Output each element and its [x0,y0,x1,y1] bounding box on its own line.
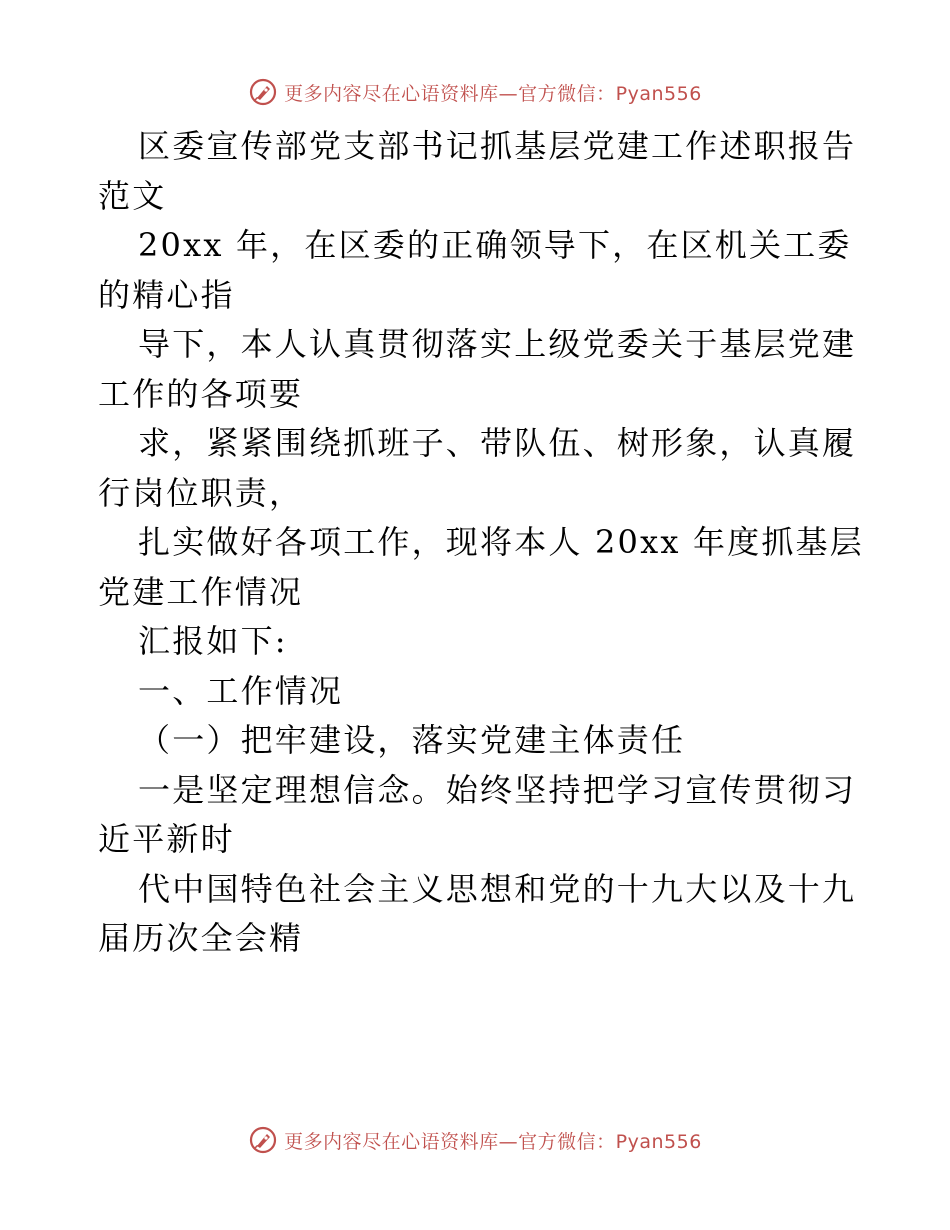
paragraph-line: 近平新时 [98,820,235,858]
paragraph-line: 的精心指 [98,275,235,314]
subsection-heading: （一）把牢建设，落实党建主体责任 [138,721,686,759]
document-title-line-1: 区委宣传部党支部书记抓基层党建工作述职报告 [138,127,857,165]
pen-nib-logo-icon [248,1125,278,1155]
paragraph-line: 20xx 年，在区委的正确领导下，在区机关工委 [138,226,852,264]
header-banner [0,72,950,112]
document-title-line-2: 范文 [98,176,167,215]
paragraph-line: 党建工作情况 [98,572,304,611]
paragraph-line: 届历次全会精 [98,919,304,957]
paragraph-line: 汇报如下: [138,622,288,660]
document-body [98,122,864,964]
pen-nib-logo-icon [248,77,278,107]
footer-banner [0,1120,950,1160]
paragraph-line: 求，紧紧围绕抓班子、带队伍、树形象，认真履 [138,424,857,462]
section-heading: 一、工作情况 [138,671,344,710]
header-banner-text: 更多内容尽在心语资料库—官方微信：Pyan556 [284,82,702,105]
paragraph-line: 工作的各项要 [98,374,304,413]
paragraph-line: 代中国特色社会主义思想和党的十九大以及十九 [138,869,857,908]
paragraph-line: 扎实做好各项工作，现将本人 20xx 年度抓基层 [138,523,864,561]
paragraph-line: 导下，本人认真贯彻落实上级党委关于基层党建 [138,325,857,363]
paragraph-line: 一是坚定理想信念。始终坚持把学习宣传贯彻习 [138,770,857,809]
footer-banner-text: 更多内容尽在心语资料库—官方微信：Pyan556 [284,1130,702,1153]
paragraph-line: 行岗位职责， [98,473,304,512]
